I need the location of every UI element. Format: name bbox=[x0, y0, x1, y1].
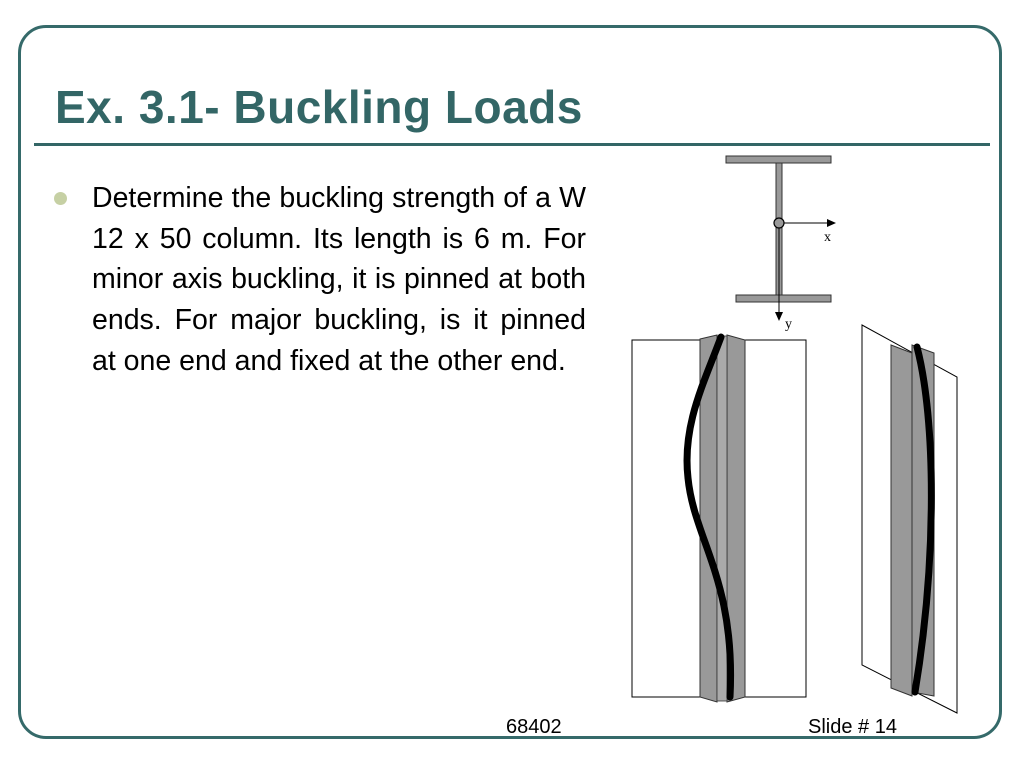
column-web bbox=[717, 336, 727, 701]
centroid-marker bbox=[774, 218, 784, 228]
major-axis-buckling-view bbox=[862, 325, 957, 713]
footer-course-code: 68402 bbox=[506, 716, 562, 738]
slide-title: Ex. 3.1- Buckling Loads bbox=[55, 81, 583, 133]
footer-slide-number: Slide # 14 bbox=[808, 716, 897, 738]
minor-axis-buckling-view bbox=[632, 335, 806, 702]
y-axis-arrow-icon bbox=[775, 312, 783, 321]
i-beam-section bbox=[726, 156, 836, 332]
column-flange-back bbox=[891, 345, 912, 696]
top-flange bbox=[726, 156, 831, 163]
y-axis-label: y bbox=[785, 317, 792, 332]
bullet-text: Determine the buckling strength of a W 12 x 50 column. Its length is 6 m. For minor axis buckling, it is pinned at both ends. For major buckling, is it pinned at one end and fixed at the other end. bbox=[92, 182, 586, 377]
x-axis-arrow-icon bbox=[827, 219, 836, 227]
x-axis-label: x bbox=[824, 230, 831, 245]
bottom-flange bbox=[736, 295, 831, 302]
